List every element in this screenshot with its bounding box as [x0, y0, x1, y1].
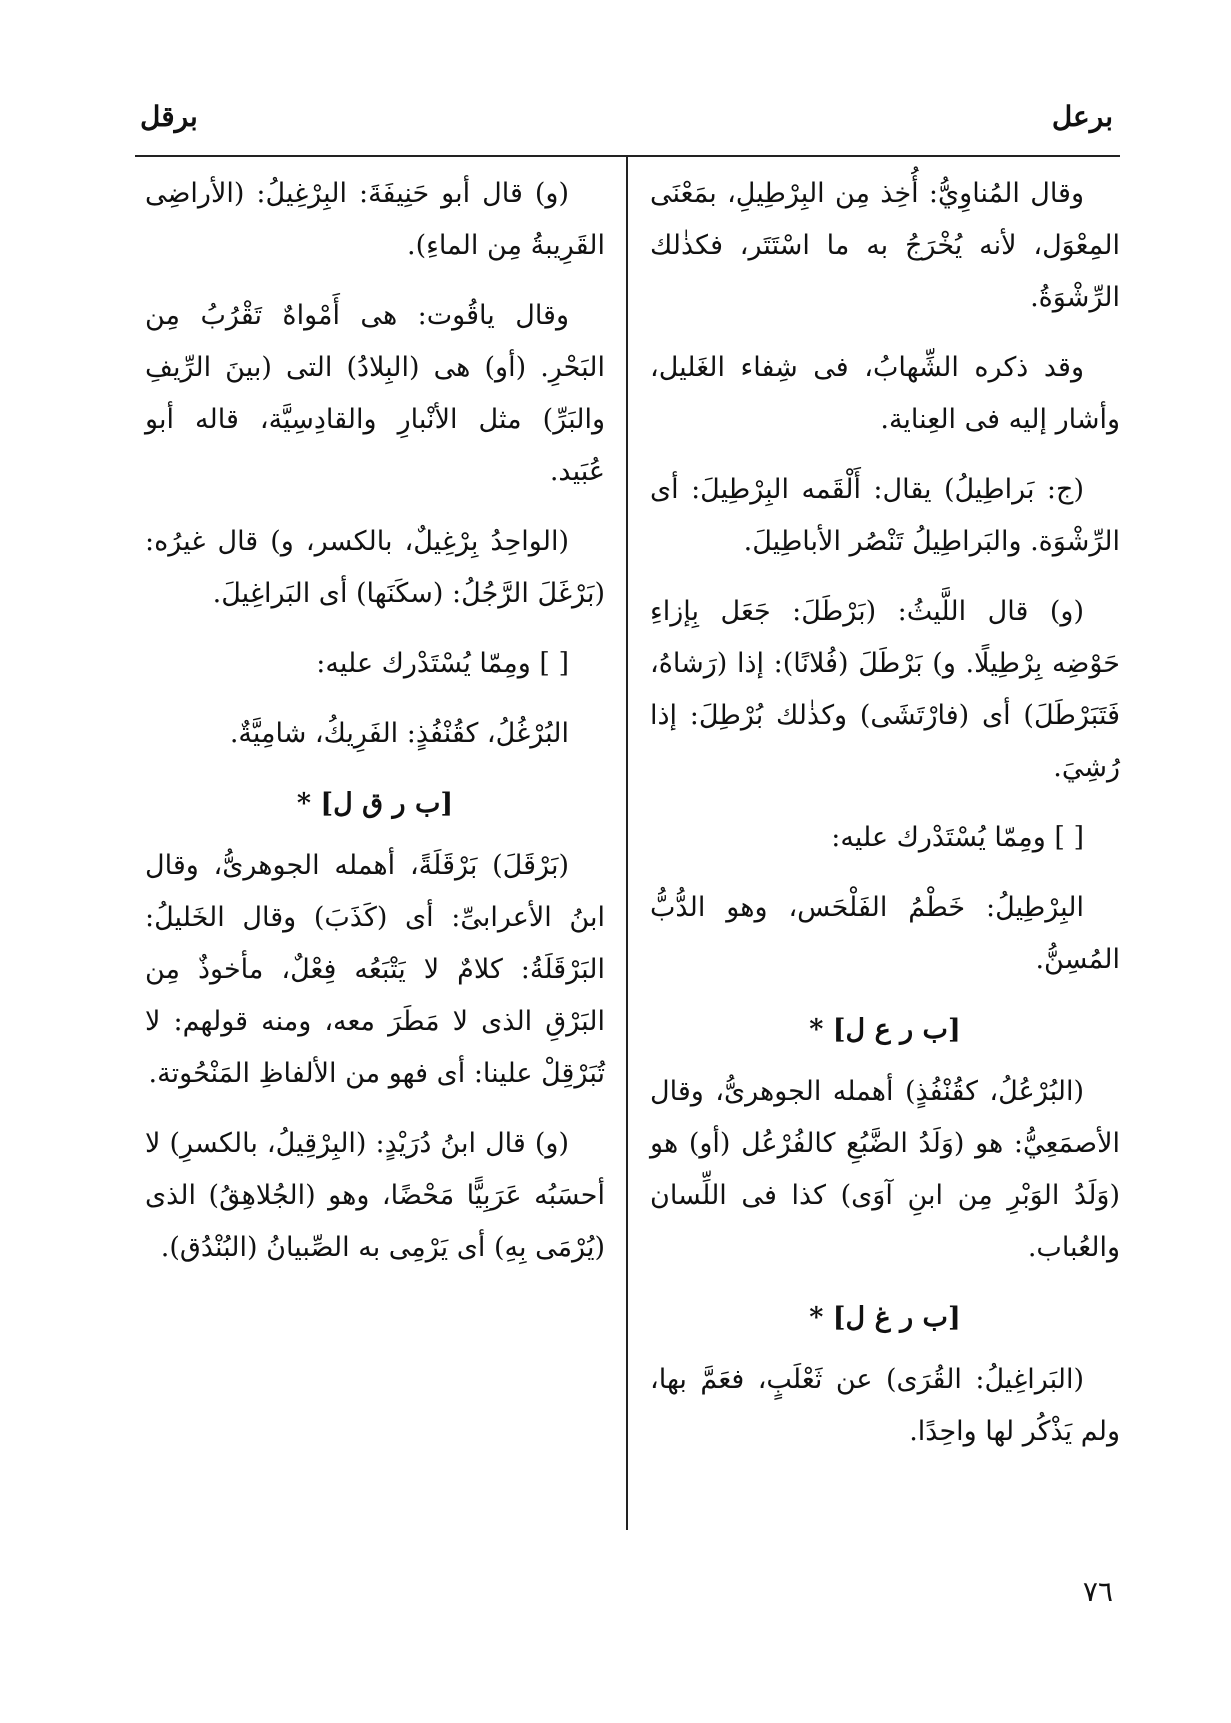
running-header-left: برقل	[140, 100, 198, 133]
root-heading-brl: [ب ر ع ل] *	[809, 1014, 961, 1045]
entry-paragraph: (الواحِدُ بِرْغِيلٌ، بالكسر، و) قال غيرُه: (بَرْغَلَ الرَّجُلُ: (سكَنَها) أى البَراغِيلَ.	[145, 526, 605, 609]
root-heading-brql: [ب ر ق ل] *	[296, 788, 454, 819]
root-heading-brgl: [ب ر غ ل] *	[809, 1302, 961, 1333]
entry-paragraph: (و) قال أبو حَنِيفَةَ: البِرْغِيلُ: (الأراضِى القَرِيبةُ مِن الماءِ).	[145, 178, 605, 261]
running-header-right: برعل	[1051, 100, 1113, 133]
addendum-note: [ ] ومِمّا يُسْتَدْرك عليه:	[831, 822, 1084, 853]
entry-paragraph: (البَراغِيلُ: القُرَى) عن ثَعْلَبٍ، فعَمَّ بها، ولم يَذْكُر لها واحِدًا.	[650, 1364, 1120, 1447]
right-column	[650, 168, 1120, 1476]
addendum-note: [ ] ومِمّا يُسْتَدْرك عليه:	[316, 648, 569, 679]
entry-paragraph: البِرْطِيلُ: خَطْمُ الفَلْحَس، وهو الدُّبُّ المُسِنُّ.	[650, 892, 1120, 975]
entry-paragraph: وقال ياقُوت: هى أَمْواهٌ تَقْرُبُ مِن البَحْرِ. (أو) هى (البِلادُ) التى (بينَ الرِّيفِ والبَرِّ) مثل الأنْبارِ والقادِسِيَّة، قاله أبو عُبَيد.	[145, 300, 605, 487]
left-column	[145, 168, 605, 1292]
column-divider	[626, 155, 628, 1530]
entry-paragraph: (بَرْقَلَ) بَرْقَلَةً، أهمله الجوهرىُّ، وقال ابنُ الأعرابىِّ: أى (كَذَبَ) وقال الخَليلُ: البَرْقَلَةُ: كلامٌ لا يَتْبَعُه فِعْلٌ، مأخوذٌ مِن البَرْقِ الذى لا مَطَرَ معه، ومنه قولهم: لا تُبَرْقِلْ علينا: أى فهو من الألفاظِ المَنْحُوتة.	[145, 850, 605, 1089]
entry-paragraph: (البُرْعُلُ، كقُنْفُذٍ) أهمله الجوهرىُّ، وقال الأصمَعِيُّ: هو (وَلَدُ الضَّبُعِ كالفُرْعُل (أو) هو (وَلَدُ الوَبْرِ مِن ابنِ آوَى) كذا فى اللِّسان والعُباب.	[650, 1076, 1120, 1263]
entry-paragraph: (ج: بَراطِيلُ) يقال: أَلْقَمه البِرْطِيلَ: أى الرِّشْوَة. والبَراطِيلُ تَنْصُر الأباطِيلَ.	[650, 474, 1120, 557]
entry-paragraph: وقال المُناوِيُّ: أُخِذ مِن البِرْطِيلِ، بمَعْنَى المِعْوَل، لأنه يُخْرَجُ به ما اسْتَتَر، فكذٰلك الرِّشْوَةُ.	[650, 178, 1120, 313]
page-number: ٧٦	[1082, 1575, 1113, 1608]
entry-paragraph: (و) قال اللَّيثُ: (بَرْطَلَ: جَعَل بِإزاءِ حَوْضِه بِرْطِيلًا. و) بَرْطَلَ (فُلانًا): إذا (رَشاهُ، فَتَبَرْطَلَ) أى (فارْتَشَى) وكذٰلك بُرْطِلَ: إذا رُشِيَ.	[650, 596, 1120, 783]
entry-paragraph: وقد ذكره الشِّهابُ، فى شِفاء الغَليل، وأشار إليه فى العِناية.	[650, 352, 1120, 435]
entry-paragraph: (و) قال ابنُ دُرَيْدٍ: (البِرْقِيلُ، بالكسرِ) لا أحسَبُه عَرَبِيًّا مَحْضًا، وهو (الجُلاهِقُ) الذى (يُرْمَى بِهِ) أى يَرْمِى به الصِّبيانُ (البُنْدُق).	[145, 1128, 605, 1263]
entry-paragraph: البُرْغُلُ، كقُنْفُذٍ: الفَرِيكُ، شامِيَّةٌ.	[229, 718, 569, 749]
